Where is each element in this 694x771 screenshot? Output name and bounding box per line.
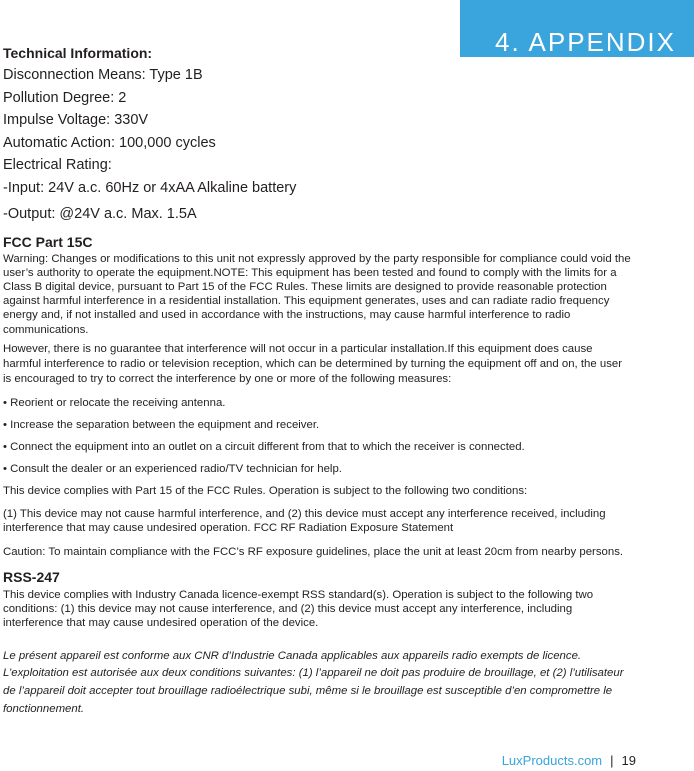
rss-french: Le présent appareil est conforme aux CNR d’Industrie Canada applicables aux appareils radio exempts de licence. L’exploitation est autorisée aux deux conditions suivantes: (1) l’appareil ne doit pas produire de brouillage, et (2) l’utilisateur de l’appareil doit accepter tout brouillage radioélectrique subi, même si le brouillage est susceptible d’en compromettre le fonctionnement. [3,649,624,716]
fcc-measure-1: • Reorient or relocate the receiving antenna. [3,396,226,409]
fcc-caution: Caution: To maintain compliance with the FCC’s RF exposure guidelines, place the unit at least 20cm from nearby persons. [3,546,624,559]
fcc-measure-3: • Connect the equipment into an outlet on a circuit different from that to which the receiver is connected. [3,441,525,454]
fcc-measure-4: • Consult the dealer or an experienced radio/TV technician for help. [3,463,342,476]
fcc-warning: Warning: Changes or modifications to this unit not expressly approved by the party responsible for compliance could void the user’s authority to operate the equipment.NOTE: This equipment has been tested and found to comply with the limits for a Class B digital device, pursuant to Part 15 of the FCC Rules. These limits are designed to provide reasonable protection against harmful interference in a residential installation. This equipment generates, uses and can radiate radio frequency energy and, if not installed and used in accordance with the instructions, may cause harmful interference to radio communications. [3,252,631,336]
tech-line-impulse: Impulse Voltage: 330V [3,112,149,128]
tech-line-input: -Input: 24V a.c. 60Hz or 4xAA Alkaline battery [3,179,297,196]
tech-heading: Technical Information: [3,45,153,61]
fcc-conditions: (1) This device may not cause harmful interference, and (2) this device must accept any interference received, including interference that may cause undesired operation. FCC RF Radiation Exposure Statement [3,507,606,534]
tech-line-disconnection: Disconnection Means: Type 1B [3,67,203,83]
rss-heading: RSS-247 [3,569,60,586]
section-title: 4. APPENDIX [495,27,676,57]
page-footer [502,753,636,768]
tech-line-output: -Output: @24V a.c. Max. 1.5A [3,206,197,222]
fcc-however: However, there is no guarantee that interference will not occur in a particular installation.If this equipment does cause harmful interference to radio or television reception, which can be determined by turning the equipment off and on, the user is encouraged to try to correct the interference by one or more of the following measures: [3,342,623,386]
page-content [3,42,633,719]
tech-line-pollution: Pollution Degree: 2 [3,89,127,106]
fcc-complies: This device complies with Part 15 of the FCC Rules. Operation is subject to the following two conditions: [3,485,528,498]
fcc-heading: FCC Part 15C [3,233,93,250]
tech-line-automatic: Automatic Action: 100,000 cycles [3,134,216,151]
fcc-measure-2: • Increase the separation between the equipment and receiver. [3,418,320,431]
rss-english: This device complies with Industry Canada licence-exempt RSS standard(s). Operation is subject to the following two conditions: (1) this device may not cause interference, and (2) this device must accept any interference, including interference that may cause undesired operation of the device. [3,589,594,630]
website-link[interactable]: LuxProducts.com [501,753,603,768]
page-number: 19 [621,753,636,768]
tech-line-rating: Electrical Rating: [3,157,112,173]
footer-separator: | [610,753,614,768]
